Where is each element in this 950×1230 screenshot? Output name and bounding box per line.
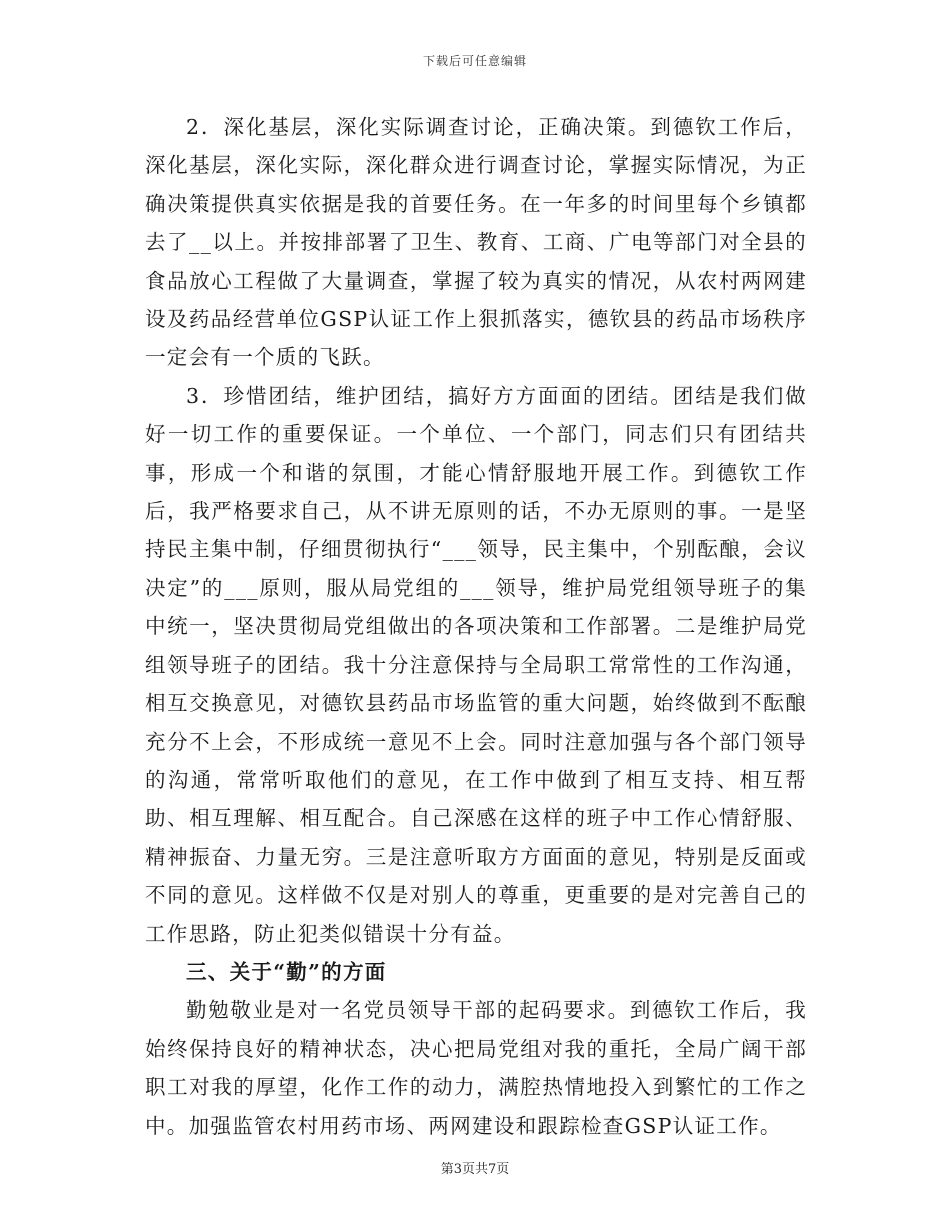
paragraph-2: 2．深化基层，深化实际调查讨论，正确决策。到德钦工作后，深化基层，深化实际，深化群众进行调查讨论，掌握实际情况，为正确决策提供真实依据是我的首要任务。在一年多的时间里每个乡镇都去了__以上。并按排部署了卫生、教育、工商、广电等部门对全县的食品放心工程做了大量调查，掌握了较为真实的情况，从农村两网建设及药品经营单位GSP认证工作上狠抓落实，德钦县的药品市场秩序一定会有一个质的飞跃。	[145, 115, 807, 370]
page-footer: 第3页共7页	[440, 1162, 510, 1177]
paragraph-3: 3．珍惜团结，维护团结，搞好方方面面的团结。团结是我们做好一切工作的重要保证。一个单位、一个部门，同志们只有团结共事，形成一个和谐的氛围，才能心情舒服地开展工作。到德钦工作后，我严格要求自己，从不讲无原则的话，不办无原则的事。一是坚持民主集中制，仔细贯彻执行“___领导，民主集中，个别酝酿，会议决定”的___原则，服从局党组的___领导，维护局党组领导班子的集中统一，坚决贯彻局党组做出的各项决策和工作部署。二是维护局党组领导班子的团结。我十分注意保持与全局职工常常性的工作沟通，相互交换意见，对德钦县药品市场监管的重大问题，始终做到不酝酿充分不上会，不形成统一意见不上会。同时注意加强与各个部门领导的沟通，常常听取他们的意见，在工作中做到了相互支持、相互帮助、相互理解、相互配合。自己深感在这样的班子中工作心情舒服、精神振奋、力量无穷。三是注意听取方方面面的意见，特别是反面或不同的意见。这样做不仅是对别人的尊重，更重要的是对完善自己的工作思路，防止犯类似错误十分有益。	[145, 383, 807, 946]
document-body	[145, 108, 807, 1145]
paragraph-qin: 勤勉敬业是对一名党员领导干部的起码要求。到德钦工作后，我始终保持良好的精神状态，决心把局党组对我的重托，全局广阔干部职工对我的厚望，化作工作的动力，满腔热情地投入到繁忙的工作之中。加强监管农村用药市场、两网建设和跟踪检查GSP认证工作。	[145, 998, 807, 1138]
page-header: 下载后可任意编辑	[422, 54, 527, 68]
section-heading-qin: 三、关于“勤”的方面	[186, 959, 387, 984]
